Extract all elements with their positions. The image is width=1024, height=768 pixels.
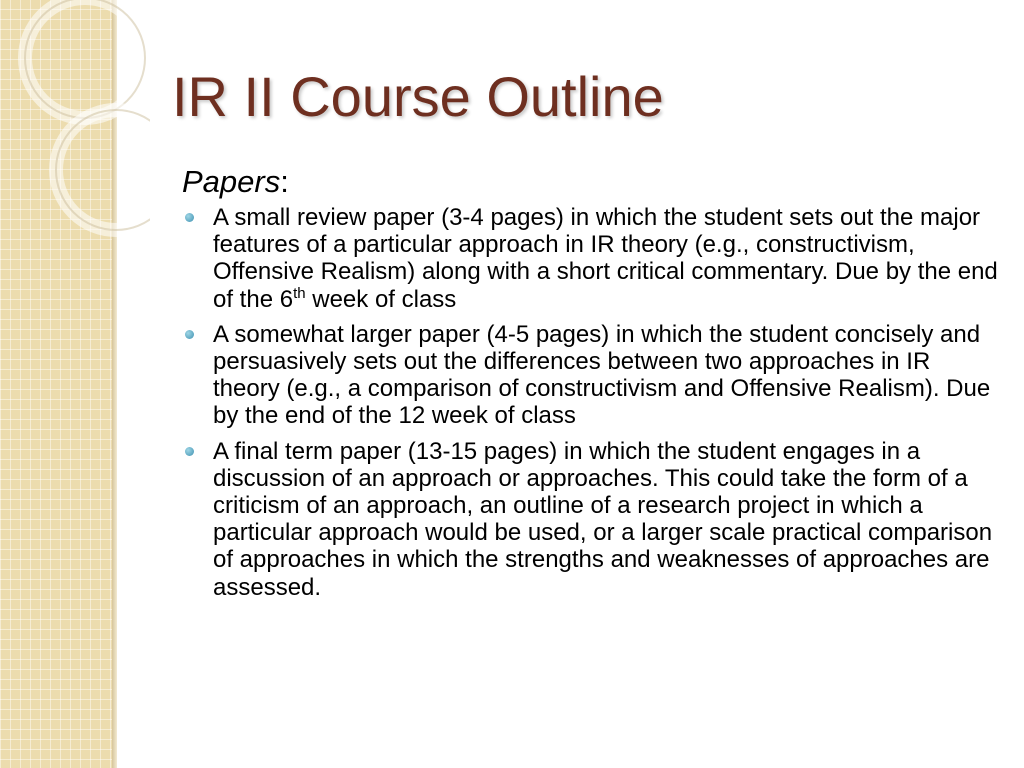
list-item-text-end: week of class [305, 285, 457, 313]
papers-heading-label: Papers [182, 164, 281, 199]
decorative-circles-ornament [0, 0, 150, 260]
list-item [182, 321, 1002, 430]
bullet-icon [185, 213, 194, 222]
slide-title: IR II Course Outline [172, 65, 664, 128]
slide-body [182, 162, 1002, 609]
list-item [182, 438, 1002, 601]
list-item-superscript: th [293, 284, 306, 302]
bullet-icon [185, 330, 194, 339]
list-item-text: A final term paper (13-15 pages) in which the student engages in a discussion of an approach or approaches. This could take the form of a criticism of an approach, an outline of a research project in which a particular approach would be used, or a larger scale practical comparison of approaches in which the strengths and weaknesses of approaches are assessed. [213, 437, 993, 601]
list-item [182, 204, 1002, 313]
lower-ring [56, 110, 150, 230]
papers-heading [182, 162, 1002, 202]
list-item-text: A small review paper (3-4 pages) in which the student sets out the major features of a particular approach in IR theory (e.g., constructivism, Offensive Realism) along with a short critical commentary. Due by the end of the 6 [213, 204, 998, 313]
list-item-text: A somewhat larger paper (4-5 pages) in which the student concisely and persuasively sets out the differences between two approaches in IR theory (e.g., a comparison of constructivism and Offensive Realism). Due by the end of the 12 week of class [213, 320, 991, 430]
papers-heading-colon: : [280, 164, 289, 199]
papers-list [182, 204, 1002, 601]
bullet-icon [185, 447, 194, 456]
